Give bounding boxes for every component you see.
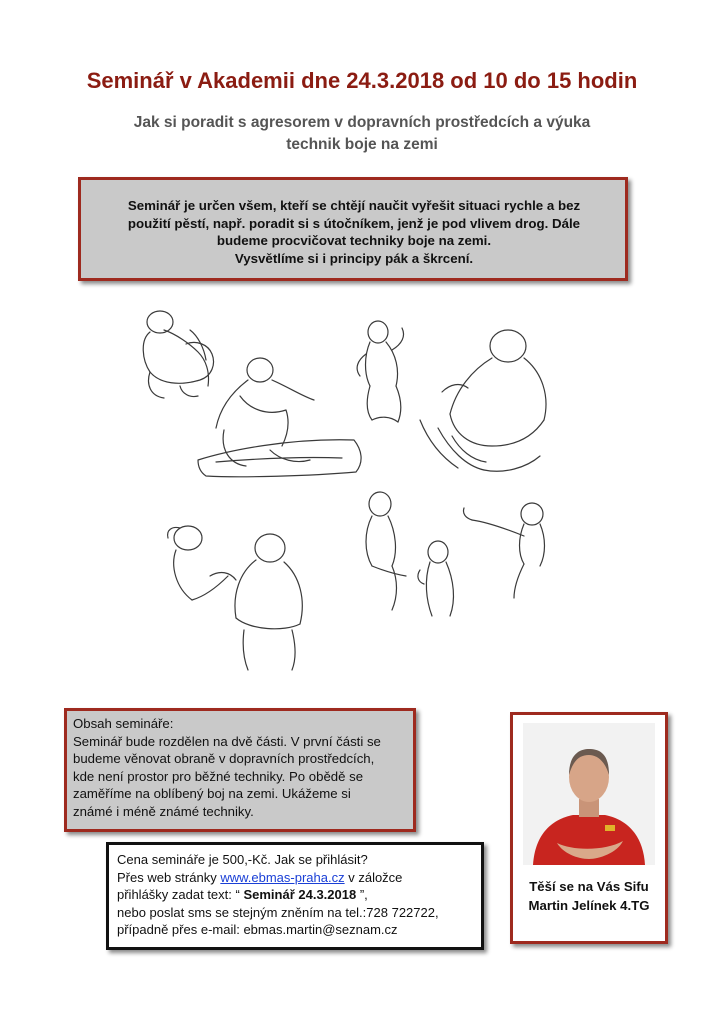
instructor-caption xyxy=(513,877,665,915)
instructor-box xyxy=(510,712,668,944)
price-line-5: případně přes e-mail: ebmas.martin@seznam.cz xyxy=(117,922,398,938)
intro-line-3: budeme procvičovat techniky boje na zemi. xyxy=(216,233,492,248)
content-heading: Obsah semináře: xyxy=(73,716,174,731)
price-line-3-post: ”, xyxy=(356,887,368,903)
subtitle-line-2: technik boje na zemi xyxy=(286,136,438,153)
sketch-figure-kick-pair xyxy=(366,492,453,616)
subtitle-line-1: Jak si poradit s agresorem v dopravních prostředcích a výuka xyxy=(133,114,591,131)
price-line-3-pre: přihlášky zadat text: “ xyxy=(117,887,244,903)
fight-sketches-illustration xyxy=(120,300,580,680)
content-line-1: Seminář bude rozdělen na dvě části. V první části se xyxy=(73,733,381,749)
sketch-figure-crouch xyxy=(143,311,213,398)
price-line-2-pre: Přes web stránky xyxy=(117,869,221,885)
intro-box xyxy=(78,177,628,281)
instructor-photo xyxy=(513,715,665,873)
caption-line-1: Těší se na Vás Sifu xyxy=(529,879,649,894)
content-line-2: budeme věnovat obraně v dopravních prostředcích, xyxy=(73,751,375,767)
sketch-figure-mat-fighter xyxy=(198,358,361,477)
content-line-5: známé i méně známé techniky. xyxy=(73,803,254,819)
registration-code: Seminář 24.3.2018 xyxy=(243,887,357,903)
intro-line-1: Seminář je určen všem, kteří se chtějí naučit vyřešit situaci rychle a bez xyxy=(127,198,581,213)
website-link[interactable]: www.ebmas-praha.cz xyxy=(220,869,345,885)
sketch-figure-grapplers xyxy=(420,330,546,471)
price-line-2-post: v záložce xyxy=(344,869,403,885)
price-line-1: Cena semináře je 500,-Kč. Jak se přihlásit? xyxy=(117,852,368,867)
intro-text xyxy=(109,197,599,267)
content-line-3: kde není prostor pro běžné techniky. Po obědě se xyxy=(73,768,364,784)
price-line-3 xyxy=(117,886,473,904)
page-title: Seminář v Akademii dne 24.3.2018 od 10 do 15 hodin xyxy=(86,68,638,93)
sketch-figure-boxer xyxy=(357,321,403,422)
sketch-figure-clinch xyxy=(168,526,303,670)
price-line-4: nebo poslat sms se stejným zněním na tel.:728 722722, xyxy=(117,904,439,920)
caption-line-2: Martin Jelínek 4.TG xyxy=(528,898,650,913)
subtitle xyxy=(80,112,644,156)
price-line-2 xyxy=(117,869,473,887)
intro-line-4: Vysvětlíme si i principy pák a škrcení. xyxy=(234,250,474,266)
content-line-4: zaměříme na oblíbený boj na zemi. Ukážeme si xyxy=(73,786,351,802)
intro-line-2: použití pěstí, např. poradit si s útočníkem, jenž je pod vlivem drog. Dále xyxy=(127,215,581,231)
seminar-content-box xyxy=(64,708,416,832)
price-registration-box xyxy=(106,842,484,950)
sketch-figure-flying-kick xyxy=(463,503,544,598)
